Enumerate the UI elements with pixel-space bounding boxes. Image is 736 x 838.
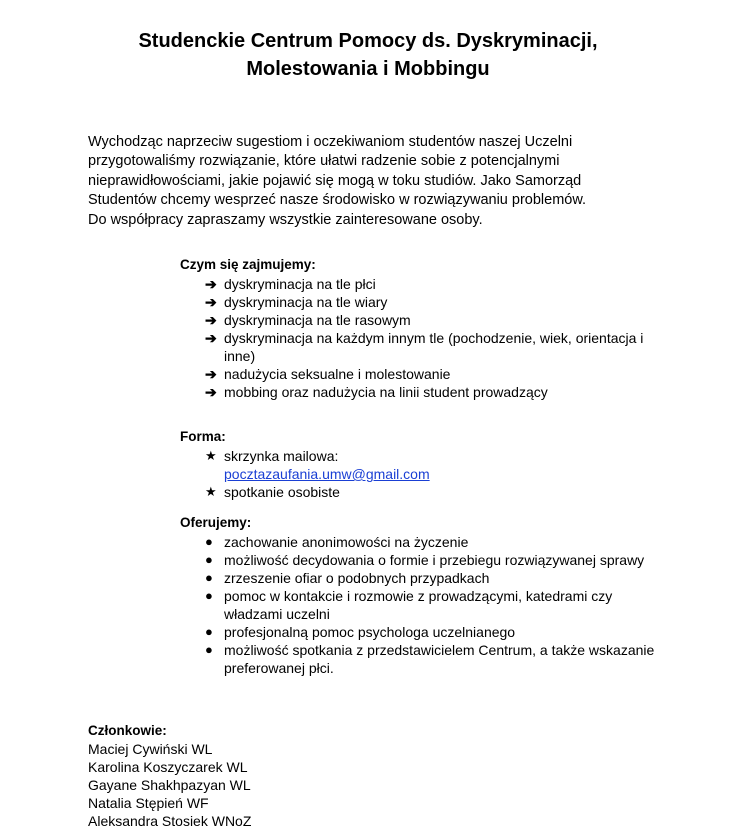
disc-bullet-icon: ● — [205, 624, 213, 639]
list-czym-sie-zajmujemy — [180, 275, 660, 401]
list-item — [180, 329, 660, 365]
list-forma — [180, 447, 660, 501]
list-item-label: profesjonalną pomoc psychologa uczelnianego — [224, 624, 516, 640]
members-list — [88, 740, 488, 830]
list-item-label: skrzynka mailowa: — [224, 448, 339, 464]
page-title-line-2: Molestowania i Mobbingu — [246, 58, 490, 81]
list-item — [180, 275, 660, 293]
section-oferujemy — [180, 514, 660, 677]
list-item — [180, 365, 660, 383]
list-item-label: zachowanie anonimowości na życzenie — [224, 534, 469, 550]
intro-paragraph: Wychodząc naprzeciw sugestiom i oczekiwaniom studentów naszej Uczelni przygotowaliśmy rozwiązanie, które ułatwi radzenie sobie z potencjalnymi nieprawidłowościami, jakie pojawić się mogą w toku studiów. Jako Samorząd Studentów chcemy wesprzeć nasze środowisko w rozwiązywaniu problemów. Do współpracy zapraszamy wszystkie zainteresowane osoby. — [88, 133, 587, 228]
arrow-right-icon: ➔ — [205, 384, 217, 400]
members-block — [88, 722, 488, 830]
page-title-line-1: Studenckie Centrum Pomocy ds. Dyskryminacji, — [138, 30, 598, 53]
star-icon: ★ — [205, 448, 217, 463]
section-czym-sie-zajmujemy — [180, 256, 660, 401]
star-icon: ★ — [205, 484, 217, 499]
arrow-right-icon: ➔ — [205, 294, 217, 310]
arrow-right-icon: ➔ — [205, 366, 217, 382]
list-item: Aleksandra Stosiek WNoZ — [88, 813, 252, 829]
arrow-right-icon: ➔ — [205, 276, 217, 292]
list-item — [180, 569, 660, 587]
page-title — [88, 27, 648, 83]
section-heading-czym: Czym się zajmujemy: — [180, 257, 316, 272]
list-item: Maciej Cywiński WL — [88, 741, 213, 757]
list-item — [180, 533, 660, 551]
section-heading-forma: Forma: — [180, 429, 226, 444]
list-item — [180, 483, 660, 501]
list-item-label: spotkanie osobiste — [224, 484, 340, 500]
list-item-label: dyskryminacja na tle wiary — [224, 294, 388, 310]
list-item-label: dyskryminacja na każdym innym tle (pochodzenie, wiek, orientacja i inne) — [224, 330, 644, 364]
list-item — [180, 641, 660, 677]
list-item-label: pomoc w kontakcie i rozmowie z prowadzącymi, katedrami czy władzami uczelni — [224, 588, 613, 622]
disc-bullet-icon: ● — [205, 534, 213, 549]
section-forma — [180, 428, 660, 501]
list-item-label: dyskryminacja na tle płci — [224, 276, 376, 292]
list-item — [180, 623, 660, 641]
list-item: Natalia Stępień WF — [88, 795, 209, 811]
list-item-label: nadużycia seksualne i molestowanie — [224, 366, 451, 382]
list-item — [180, 311, 660, 329]
list-item-label: zrzeszenie ofiar o podobnych przypadkach — [224, 570, 490, 586]
list-item-label: dyskryminacja na tle rasowym — [224, 312, 411, 328]
list-item: Karolina Koszyczarek WL — [88, 759, 248, 775]
section-heading-oferujemy: Oferujemy: — [180, 515, 252, 530]
list-item — [180, 447, 660, 483]
list-item-label: możliwość decydowania o formie i przebiegu rozwiązywanej sprawy — [224, 552, 645, 568]
disc-bullet-icon: ● — [205, 588, 213, 603]
list-item — [180, 551, 660, 569]
disc-bullet-icon: ● — [205, 570, 213, 585]
list-item — [180, 587, 660, 623]
arrow-right-icon: ➔ — [205, 330, 217, 346]
disc-bullet-icon: ● — [205, 642, 213, 657]
contact-email-link[interactable]: pocztazaufania.umw@gmail.com — [224, 466, 430, 482]
list-item — [180, 383, 660, 401]
list-item: Gayane Shakhpazyan WL — [88, 777, 251, 793]
members-heading: Członkowie: — [88, 723, 167, 738]
disc-bullet-icon: ● — [205, 552, 213, 567]
list-item-label: mobbing oraz nadużycia na linii student prowadzący — [224, 384, 548, 400]
list-item — [180, 293, 660, 311]
list-oferujemy — [180, 533, 660, 677]
arrow-right-icon: ➔ — [205, 312, 217, 328]
list-item-label: możliwość spotkania z przedstawicielem Centrum, a także wskazanie preferowanej płci. — [224, 642, 655, 676]
